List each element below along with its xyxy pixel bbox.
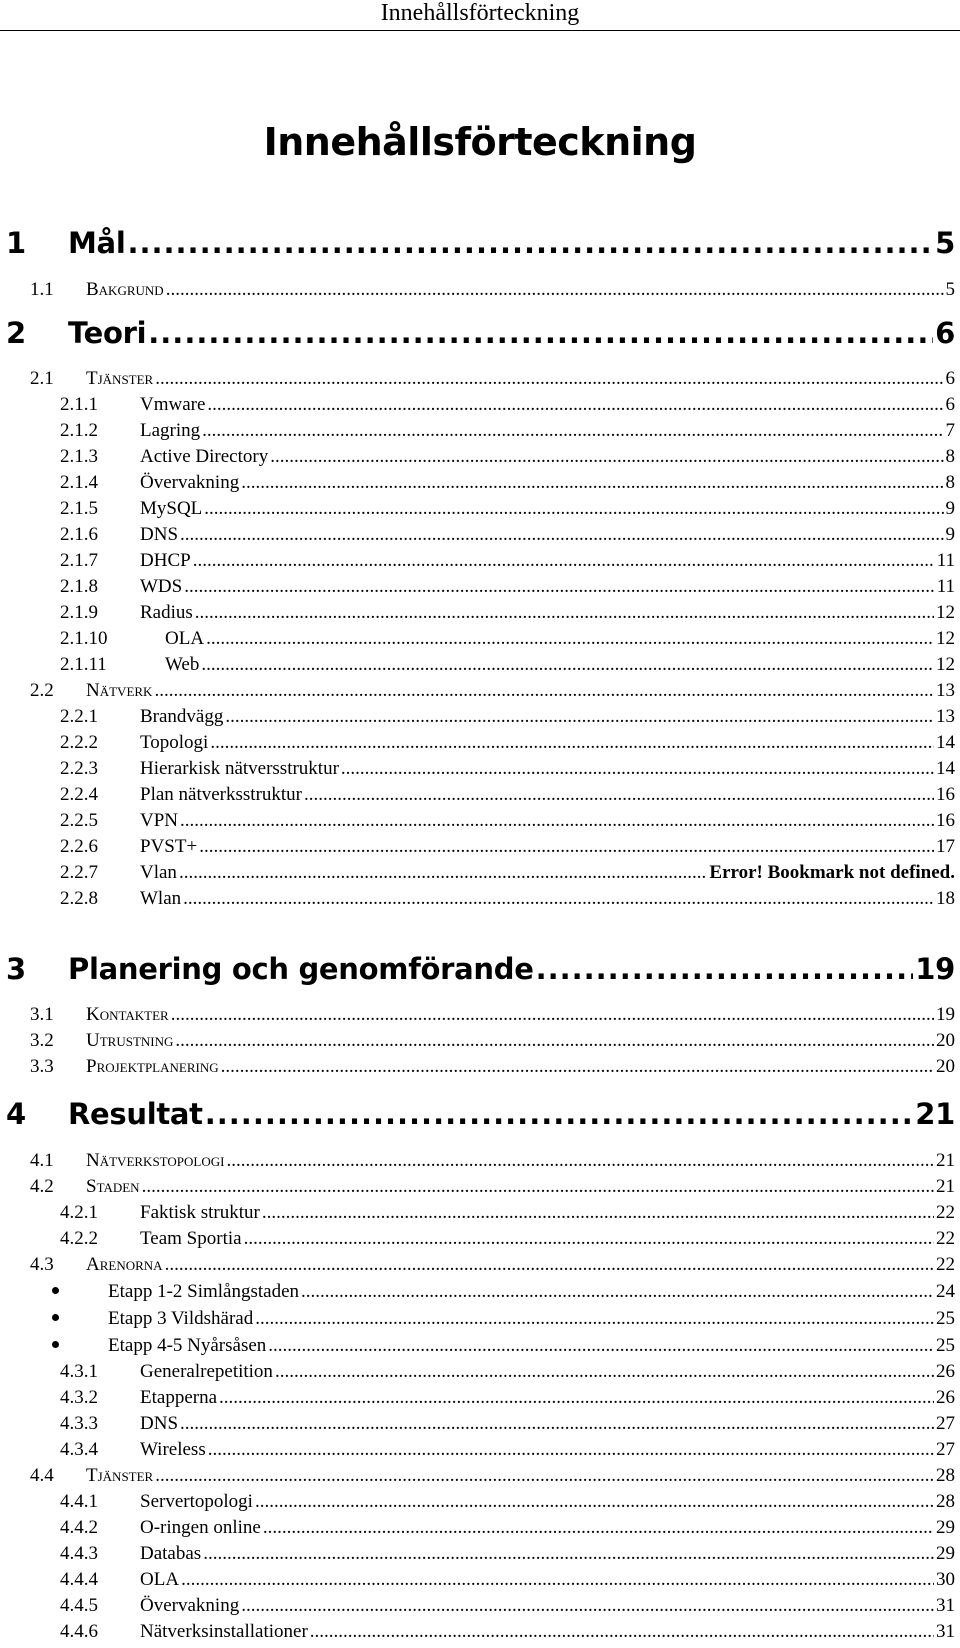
toc-entry[interactable] [0, 1097, 955, 1141]
toc-page-number: 21 [915, 1097, 955, 1131]
toc-entry[interactable] [0, 394, 955, 420]
toc-entry-title: DNS [140, 1413, 179, 1434]
toc-entry-title: Övervakning [140, 1595, 240, 1616]
toc-dot-leader [301, 1281, 934, 1303]
toc-entry-title: Projektplanering [86, 1056, 219, 1077]
toc-dot-leader [244, 1228, 934, 1250]
toc-dot-leader [155, 368, 943, 390]
toc-dot-leader [241, 472, 943, 494]
toc-entry-title: Tjänster [86, 1465, 154, 1486]
toc-entry-title: Faktisk struktur [140, 1202, 260, 1223]
toc-entry[interactable] [0, 1491, 955, 1517]
toc-entry[interactable] [0, 706, 955, 732]
toc-page-number: 7 [945, 420, 955, 441]
toc-page-number: 8 [945, 446, 955, 467]
toc-page-number: 6 [945, 368, 955, 389]
toc-page-number: 5 [935, 226, 955, 260]
toc-entry-number: 3.2 [30, 1030, 54, 1051]
toc-entry-title: Topologi [140, 732, 209, 753]
toc-entry[interactable] [0, 1030, 955, 1056]
toc-entry-number: 4.3 [30, 1254, 54, 1275]
toc-dot-leader [275, 1361, 934, 1383]
toc-entry[interactable] [0, 1569, 955, 1595]
toc-entry[interactable] [0, 524, 955, 550]
toc-dot-leader [155, 1465, 934, 1487]
toc-entry[interactable] [0, 628, 955, 654]
toc-page-number: 12 [936, 602, 955, 623]
toc-entry[interactable] [0, 810, 955, 836]
toc-entry-title: Nätverkstopologi [86, 1150, 225, 1171]
toc-dot-leader [210, 732, 934, 754]
toc-page-number: 18 [936, 888, 955, 909]
toc-dot-leader [127, 226, 933, 260]
toc-entry[interactable] [0, 1056, 955, 1082]
toc-entry-number: 3.1 [30, 1004, 54, 1025]
toc-entry[interactable] [0, 1254, 955, 1280]
toc-entry-number: 2.1.9 [60, 602, 98, 623]
toc-dot-leader [202, 420, 943, 442]
toc-page-number: 14 [936, 758, 955, 779]
toc-page-number: 20 [936, 1056, 955, 1077]
toc-page-number: 11 [936, 550, 955, 571]
toc-page-number: 12 [936, 654, 955, 675]
toc-entry-title: Bakgrund [86, 279, 164, 300]
toc-entry-title: Resultat [68, 1097, 203, 1131]
toc-page-number: 24 [936, 1281, 955, 1302]
toc-entry-title: Team Sportia [140, 1228, 242, 1249]
toc-entry-title: Etapp 1-2 Simlångstaden [108, 1281, 300, 1302]
toc-page-number: 21 [936, 1150, 955, 1171]
toc-page-number: 9 [945, 524, 955, 545]
toc-page-number: 16 [936, 810, 955, 831]
toc-entry-number: 4.4.5 [60, 1595, 98, 1616]
toc-entry-number: 1.1 [30, 279, 54, 300]
toc-entry-title: OLA [165, 628, 205, 649]
toc-dot-leader [221, 1056, 934, 1078]
toc-entry-title: PVST+ [140, 836, 198, 857]
toc-entry-title: WDS [140, 576, 183, 597]
toc-page-number: 22 [936, 1228, 955, 1249]
toc-entry[interactable] [0, 1308, 955, 1334]
toc-entry-number: 4.3.1 [60, 1361, 98, 1382]
toc-entry[interactable] [0, 836, 955, 862]
toc-error-message: Error! Bookmark not defined. [709, 862, 955, 883]
toc-entry-number: 4.4.6 [60, 1621, 98, 1642]
toc-entry[interactable] [0, 1150, 955, 1176]
toc-entry[interactable] [0, 1361, 955, 1387]
toc-dot-leader [166, 279, 944, 301]
toc-dot-leader [180, 810, 934, 832]
toc-dot-leader [262, 1202, 934, 1224]
toc-entry-number: 2.1.11 [60, 654, 107, 675]
toc-page-number: 25 [936, 1335, 955, 1356]
toc-dot-leader [536, 952, 914, 986]
toc-page-number: 8 [945, 472, 955, 493]
toc-entry-title: DNS [140, 524, 179, 545]
toc-entry-number: 1 [6, 226, 26, 260]
toc-entry-number: 2.2.3 [60, 758, 98, 779]
toc-entry-number: 2.2.4 [60, 784, 98, 805]
toc-entry-number: 2.2.8 [60, 888, 98, 909]
toc-dot-leader [268, 1335, 934, 1357]
toc-entry-title: Databas [140, 1543, 202, 1564]
toc-dot-leader [180, 1413, 934, 1435]
toc-entry-title: Servertopologi [140, 1491, 253, 1512]
toc-entry-number: 2.1.10 [60, 628, 108, 649]
toc-entry-number: 2.2.1 [60, 706, 98, 727]
toc-entry-number: 3.3 [30, 1056, 54, 1077]
toc-dot-leader [208, 1439, 934, 1461]
toc-entry[interactable] [0, 1004, 955, 1030]
toc-page-number: 26 [936, 1387, 955, 1408]
toc-entry[interactable] [0, 1543, 955, 1569]
toc-entry-number: 2.1.4 [60, 472, 98, 493]
toc-page-number: 17 [936, 836, 955, 857]
toc-entry-title: Vmware [140, 394, 206, 415]
toc-dot-leader [341, 758, 934, 780]
toc-entry-title: Lagring [140, 420, 201, 441]
toc-entry-number: 4.4.2 [60, 1517, 98, 1538]
toc-entry[interactable] [0, 316, 955, 360]
toc-dot-leader [255, 1308, 934, 1330]
toc-entry-number: 4.3.2 [60, 1387, 98, 1408]
toc-entry-title: Arenorna [86, 1254, 163, 1275]
toc-page-number: 29 [936, 1517, 955, 1538]
toc-dot-leader [183, 888, 934, 910]
toc-entry-title: Mål [68, 226, 126, 260]
toc-entry-number: 4.4 [30, 1465, 54, 1486]
toc-entry[interactable] [0, 1595, 955, 1621]
toc-page-number: 26 [936, 1361, 955, 1382]
toc-entry-title: Tjänster [86, 368, 154, 389]
toc-dot-leader [241, 1595, 934, 1617]
toc-bullet [0, 1281, 108, 1303]
toc-entry[interactable] [0, 279, 955, 305]
toc-entry[interactable] [0, 420, 955, 446]
toc-page-number: 5 [945, 279, 955, 300]
toc-page-number: 6 [935, 316, 955, 350]
toc-entry-title: VPN [140, 810, 179, 831]
toc-entry[interactable] [0, 550, 955, 576]
toc-entry-title: Wlan [140, 888, 182, 909]
toc-dot-leader [310, 1621, 934, 1643]
toc-entry-number: 4.4.4 [60, 1569, 98, 1590]
toc-entry-number: 4 [6, 1097, 26, 1131]
toc-entry-number: 2.2.7 [60, 862, 98, 883]
toc-bullet [0, 1308, 108, 1330]
toc-dot-leader [201, 654, 934, 676]
toc-entry-title: Övervakning [140, 472, 240, 493]
toc-entry-title: Active Directory [140, 446, 269, 467]
toc-entry-title: DHCP [140, 550, 191, 571]
toc-entry-title: Generalrepetition [140, 1361, 273, 1382]
toc-dot-leader [193, 550, 935, 572]
toc-entry-title: O-ringen online [140, 1517, 261, 1538]
toc-entry-number: 2.1.2 [60, 420, 98, 441]
toc-bullet [0, 1335, 108, 1357]
toc-entry[interactable] [0, 1465, 955, 1491]
toc-entry-number: 2.1.3 [60, 446, 98, 467]
toc-page-number: 16 [936, 784, 955, 805]
toc-dot-leader [180, 524, 943, 546]
toc-entry[interactable] [0, 654, 955, 680]
toc-entry-number: 2.1.7 [60, 550, 98, 571]
toc-entry[interactable] [0, 472, 955, 498]
toc-entry-title: Vlan [140, 862, 177, 883]
toc-entry-number: 4.3.4 [60, 1439, 98, 1460]
toc-entry-title: Nätverksinstallationer [140, 1621, 308, 1642]
bullet-icon [52, 1341, 59, 1348]
toc-dot-leader [205, 1097, 913, 1131]
toc-entry-number: 2.2.6 [60, 836, 98, 857]
toc-entry-number: 4.4.3 [60, 1543, 98, 1564]
toc-entry[interactable] [0, 1439, 955, 1465]
toc-dot-leader [142, 1176, 934, 1198]
toc-entry[interactable] [0, 446, 955, 472]
toc-page-number: 29 [936, 1543, 955, 1564]
toc-dot-leader [207, 394, 943, 416]
toc-dot-leader [263, 1517, 934, 1539]
toc-page-number: 14 [936, 732, 955, 753]
toc-page-number: 13 [936, 680, 955, 701]
toc-page-number: 21 [936, 1176, 955, 1197]
toc-entry[interactable] [0, 576, 955, 602]
toc-entry[interactable] [0, 680, 955, 706]
toc-entry[interactable] [0, 862, 955, 888]
toc-entry-title: Plan nätverksstruktur [140, 784, 303, 805]
toc-dot-leader [148, 316, 933, 350]
toc-page-number: 20 [936, 1030, 955, 1051]
toc-dot-leader [270, 446, 943, 468]
toc-page-number: 31 [936, 1621, 955, 1642]
toc-entry-number: 4.1 [30, 1150, 54, 1171]
toc-dot-leader [154, 680, 934, 702]
toc-page-number: 19 [915, 952, 955, 986]
toc-page-number: 28 [936, 1491, 955, 1512]
toc-entry[interactable] [0, 1621, 955, 1647]
toc-dot-leader [181, 1569, 934, 1591]
toc-dot-leader [255, 1491, 934, 1513]
toc-entry-title: Etapp 3 Vildshärad [108, 1308, 254, 1329]
toc-dot-leader [171, 1004, 934, 1026]
toc-entry-title: Radius [140, 602, 193, 623]
toc-entry-title: OLA [140, 1569, 180, 1590]
toc-entry[interactable] [0, 1413, 955, 1439]
toc-dot-leader [195, 602, 934, 624]
toc-dot-leader [165, 1254, 934, 1276]
toc-entry[interactable] [0, 888, 955, 914]
running-header: Innehållsförteckning [0, 0, 960, 31]
toc-dot-leader [225, 706, 934, 728]
toc-page-number: 27 [936, 1413, 955, 1434]
toc-entry-title: Teori [68, 316, 147, 350]
toc-entry[interactable] [0, 1281, 955, 1307]
toc-entry[interactable] [0, 1335, 955, 1361]
toc-dot-leader [206, 628, 934, 650]
toc-entry[interactable] [0, 732, 955, 758]
toc-page-number: 22 [936, 1254, 955, 1275]
toc-dot-leader [203, 1543, 934, 1565]
toc-entry[interactable] [0, 498, 955, 524]
toc-page-number: 12 [936, 628, 955, 649]
toc-page-number: 25 [936, 1308, 955, 1329]
toc-entry-number: 3 [6, 952, 26, 986]
toc-entry-title: Nätverk [86, 680, 153, 701]
toc-page-number: 30 [936, 1569, 955, 1590]
toc-entry-number: 4.4.1 [60, 1491, 98, 1512]
toc-dot-leader [219, 1387, 934, 1409]
toc-entry-title: Kontakter [86, 1004, 169, 1025]
toc-entry[interactable] [0, 226, 955, 270]
toc-page-number: 27 [936, 1439, 955, 1460]
toc-dot-leader [184, 576, 934, 598]
toc-entry-number: 4.2.1 [60, 1202, 98, 1223]
toc-entry[interactable] [0, 784, 955, 810]
toc-entry-title: Etapperna [140, 1387, 218, 1408]
toc-page-number: 28 [936, 1465, 955, 1486]
toc-entry-number: 2.1.8 [60, 576, 98, 597]
toc-page-number: 11 [936, 576, 955, 597]
toc-entry-title: Web [165, 654, 200, 675]
toc-entry-number: 2 [6, 316, 26, 350]
toc-page-number: 13 [936, 706, 955, 727]
toc-entry-number: 2.1.1 [60, 394, 98, 415]
toc-entry-title: Etapp 4-5 Nyårsåsen [108, 1335, 267, 1356]
toc-entry[interactable] [0, 1387, 955, 1413]
toc-dot-leader [304, 784, 934, 806]
toc-entry-title: Planering och genomförande [68, 952, 534, 986]
toc-entry[interactable] [0, 368, 955, 394]
toc-entry[interactable] [0, 758, 955, 784]
toc-page-number: 22 [936, 1202, 955, 1223]
page-title: Innehållsförteckning [263, 120, 697, 164]
toc-entry-number: 2.1.5 [60, 498, 98, 519]
toc-entry-title: MySQL [140, 498, 203, 519]
toc-entry[interactable] [0, 1202, 955, 1228]
bullet-icon [52, 1314, 59, 1321]
toc-entry-title: Wireless [140, 1439, 206, 1460]
toc-entry[interactable] [0, 1228, 955, 1254]
toc-entry-number: 4.2.2 [60, 1228, 98, 1249]
toc-page-number: 31 [936, 1595, 955, 1616]
toc-dot-leader [175, 1030, 934, 1052]
toc-entry-number: 2.1.6 [60, 524, 98, 545]
toc-dot-leader [179, 862, 707, 884]
toc-entry-number: 4.2 [30, 1176, 54, 1197]
toc-entry[interactable] [0, 1517, 955, 1543]
toc-entry-title: Staden [86, 1176, 140, 1197]
toc-dot-leader [226, 1150, 934, 1172]
toc-page-number: 9 [945, 498, 955, 519]
toc-entry-number: 2.1 [30, 368, 54, 389]
toc-page-number: 6 [945, 394, 955, 415]
toc-entry-number: 2.2.5 [60, 810, 98, 831]
toc-dot-leader [199, 836, 934, 858]
bullet-icon [52, 1287, 59, 1294]
toc-entry[interactable] [0, 952, 955, 996]
toc-entry-number: 2.2 [30, 680, 54, 701]
toc-entry-title: Hierarkisk nätversstruktur [140, 758, 339, 779]
toc-entry[interactable] [0, 602, 955, 628]
toc-entry-number: 2.2.2 [60, 732, 98, 753]
toc-page-number: 19 [936, 1004, 955, 1025]
toc-entry-title: Brandvägg [140, 706, 224, 727]
toc-entry-number: 4.3.3 [60, 1413, 98, 1434]
toc-dot-leader [204, 498, 943, 520]
toc-entry-title: Utrustning [86, 1030, 174, 1051]
toc-entry[interactable] [0, 1176, 955, 1202]
